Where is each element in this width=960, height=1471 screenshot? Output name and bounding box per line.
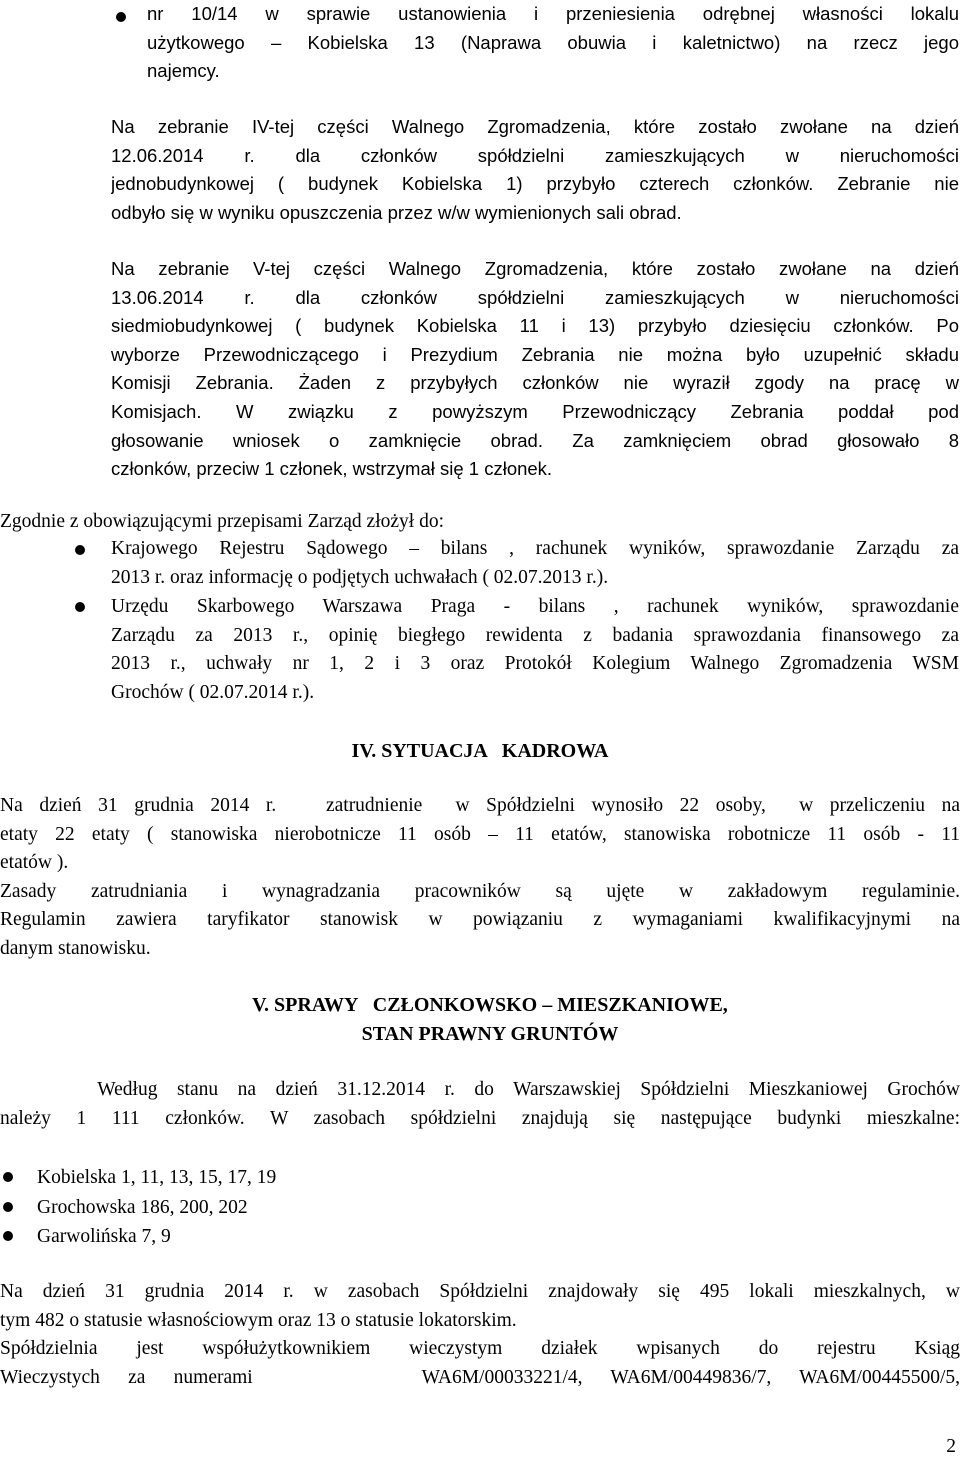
filing-item-tax-office [111,593,959,707]
text-line: Regulamin zawiera taryfikator stanowisk w powiązaniu z wymaganiami kwalifikacyjnymi na [0,909,960,931]
bullet-icon [3,1172,13,1182]
resolution-bullet-item [147,0,959,86]
section-heading-iv: IV. SYTUACJA KADROWA [351,740,609,762]
list-item: Kobielska 1, 11, 13, 15, 17, 19 [37,1167,277,1188]
section-heading-v [0,991,960,1048]
text-line: 13.06.2014 r. dla członków spółdzielni zamieszkujących w nieruchomości [111,286,959,308]
text-line: użytkowego – Kobielska 13 (Naprawa obuwia i kaletnictwo) na rzecz jego [147,31,959,53]
building-list [37,1163,937,1252]
filings-intro [0,508,960,537]
filing-item-krs [111,535,959,592]
membership-paragraph [0,1076,960,1133]
text-line: Na dzień 31 grudnia 2014 r. w zasobach Spółdzielni znajdowały się 495 lokali mieszkalnych, w [0,1281,960,1302]
text-line: Zgodnie z obowiązującymi przepisami Zarząd złożył do: [0,511,444,532]
bullet-icon [75,602,85,612]
page-number: 2 [946,1436,956,1457]
heading-line: V. SPRAWY CZŁONKOWSKO – MIESZKANIOWE, [252,994,728,1016]
heading-line: STAN PRAWNY GRUNTÓW [361,1022,619,1045]
text-line: Zarządu za 2013 r., opinię biegłego rewidenta z badania sprawozdania finansowego za [111,624,959,646]
text-line: tym 482 o statusie własnościowym oraz 13 o statusie lokatorskim. [0,1309,517,1331]
text-line: należy 1 111 członków. W zasobach spółdzielni znajdują się następujące budynki mieszkalne: [0,1107,960,1129]
text-line: Krajowego Rejestru Sądowego – bilans , rachunek wyników, sprawozdanie Zarządu za [111,538,959,559]
text-line: członków, przeciw 1 członek, wstrzymał się 1 członek. [111,458,553,480]
text-line: 12.06.2014 r. dla członków spółdzielni zamieszkujących w nieruchomości [111,144,959,166]
paragraph-meeting-part-iv [111,113,959,227]
text-line: siedmiobudynkowej ( budynek Kobielska 11 i 13) przybyło dziesięciu członków. Po [111,315,959,337]
text-line: Według stanu na dzień 31.12.2014 r. do Warszawskiej Spółdzielni Mieszkaniowej Grochów [0,1079,960,1100]
text-line: Komisjach. W związku z powyższym Przewodniczący Zebrania poddał pod [111,400,959,422]
text-line: 2013 r. oraz informację o podjętych uchwałach ( 02.07.2013 r.). [111,566,609,588]
paragraph-meeting-part-v [111,255,959,484]
list-item: Grochowska 186, 200, 202 [37,1196,248,1218]
bullet-icon [75,545,85,555]
text-line: danym stanowisku. [0,937,151,959]
text-line: najemcy. [147,60,220,82]
text-line: etaty 22 etaty ( stanowiska nierobotnicze 11 osób – 11 etatów, stanowiska robotnicze 11 osób - 11 [0,823,960,845]
text-line: wyborze Przewodniczącego i Prezydium Zebrania nie można było uzupełnić składu [111,343,959,365]
text-line: nr 10/14 w sprawie ustanowienia i przeniesienia odrębnej własności lokalu [147,3,959,24]
bullet-icon [116,12,126,22]
text-line: Na zebranie IV-tej części Walnego Zgromadzenia, które zostało zwołane na dzień [111,116,959,137]
text-line: Spółdzielnia jest współużytkownikiem wieczystym działek wpisanych do rejestru Ksiąg [0,1338,960,1360]
text-line: Na zebranie V-tej części Walnego Zgromadzenia, które zostało zwołane na dzień [111,258,959,279]
text-line: Na dzień 31 grudnia 2014 r. zatrudnienie w Spółdzielni wynosiło 22 osoby, w przeliczeniu na [0,795,960,816]
text-line: głosowanie wniosek o zamknięcie obrad. Za zamknięciem obrad głosowało 8 [111,429,959,451]
text-line: Grochów ( 02.07.2014 r.). [111,681,315,703]
text-line: jednobudynkowej ( budynek Kobielska 1) przybyło czterech członków. Zebranie nie [111,173,959,195]
premises-paragraph [0,1278,960,1392]
bullet-icon [3,1231,13,1241]
text-line: Zasady zatrudniania i wynagradzania pracowników są ujęte w zakładowym regulaminie. [0,880,960,902]
text-line: Urzędu Skarbowego Warszawa Praga - bilans , rachunek wyników, sprawozdanie [111,596,959,617]
staffing-paragraph [0,792,960,964]
text-line: odbyło się w wyniku opuszczenia przez w/w wymienionych sali obrad. [111,201,682,223]
bullet-icon [3,1202,13,1212]
text-line: Komisji Zebrania. Żaden z przybyłych członków nie wyraził zgody na pracę w [111,372,959,394]
text-line: Wieczystych za numerami WA6M/00033221/4, WA6M/00449836/7, WA6M/00445500/5, [0,1366,960,1388]
text-line: etatów ). [0,852,69,874]
text-line: 2013 r., uchwały nr 1, 2 i 3 oraz Protokół Kolegium Walnego Zgromadzenia WSM [111,653,959,675]
list-item: Garwolińska 7, 9 [37,1226,171,1247]
